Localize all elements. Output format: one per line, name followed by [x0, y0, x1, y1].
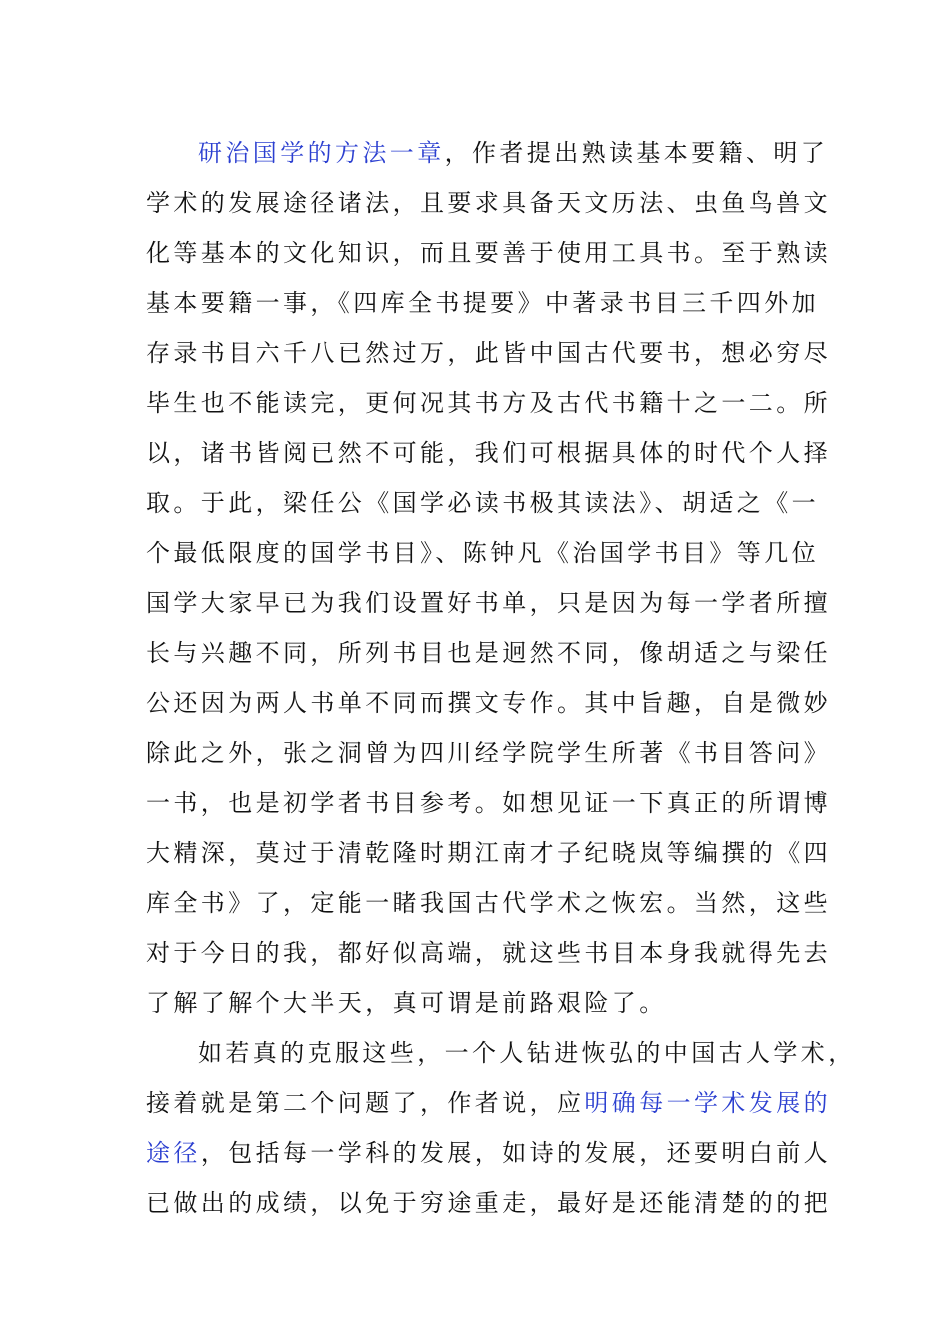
text-line [146, 428, 831, 478]
text-line [146, 628, 831, 678]
body-text: 了解了解个大半天，真可谓是前路艰险了。 [146, 989, 667, 1017]
text-line [146, 478, 819, 528]
text-line [146, 228, 831, 278]
text-line [146, 128, 829, 178]
text-line [146, 1178, 831, 1228]
body-text: 如若真的克服这些，一个人钻进恢弘的中国古人学术， [198, 1039, 856, 1067]
text-line [146, 178, 831, 228]
body-text: 对于今日的我，都好似高端，就这些书目本身我就得先去 [146, 939, 831, 967]
text-line [146, 678, 831, 728]
body-text: 除此之外，张之洞曾为四川经学院学生所著《书目答问》 [146, 739, 831, 767]
text-line [146, 1078, 832, 1128]
body-text: 学术的发展途径诸法，且要求具备天文历法、虫鱼鸟兽文 [146, 189, 831, 217]
body-text: 已做出的成绩，以免于穷途重走，最好是还能清楚的的把 [146, 1189, 831, 1217]
text-line [146, 1128, 832, 1178]
body-text: 库全书》了，定能一睹我国古代学术之恢宏。当然，这些 [146, 889, 831, 917]
text-line [146, 1028, 856, 1078]
text-line [146, 578, 831, 628]
body-text: 存录书目六千八已然过万，此皆中国古代要书，想必穷尽 [146, 339, 831, 367]
body-text: 公还因为两人书单不同而撰文专作。其中旨趣，自是微妙 [146, 689, 831, 717]
body-text: ，包括每一学科的发展，如诗的发展，还要明白前人 [200, 1139, 832, 1167]
document-body [146, 128, 856, 1228]
text-line [146, 828, 831, 878]
highlighted-text: 明确每一学术发展的 [584, 1089, 832, 1117]
text-line [146, 978, 816, 1028]
text-line [146, 778, 831, 828]
highlighted-text: 途径 [146, 1139, 201, 1167]
text-line [146, 378, 831, 428]
body-text: 取。于此，梁任公《国学必读书极其读法》、胡适之《一 [146, 489, 819, 517]
body-text: 毕生也不能读完，更何况其书方及古代书籍十之一二。所 [146, 389, 831, 417]
text-line [146, 728, 831, 778]
body-text: 化等基本的文化知识，而且要善于使用工具书。至于熟读 [146, 239, 831, 267]
body-text: 国学大家早已为我们设置好书单，只是因为每一学者所擅 [146, 589, 831, 617]
text-line [146, 928, 831, 978]
body-text: ，作者提出熟读基本要籍、明了 [444, 139, 829, 167]
highlighted-text: 研治国学的方法一章 [198, 139, 445, 167]
body-text: 以，诸书皆阅已然不可能，我们可根据具体的时代个人择 [146, 439, 831, 467]
text-line [146, 528, 819, 578]
body-text: 接着就是第二个问题了，作者说，应 [146, 1089, 585, 1117]
text-line [146, 328, 831, 378]
body-text: 大精深，莫过于清乾隆时期江南才子纪晓岚等编撰的《四 [146, 839, 831, 867]
body-text: 个最低限度的国学书目》、陈钟凡《治国学书目》等几位 [146, 539, 819, 567]
body-text: 长与兴趣不同，所列书目也是迥然不同，像胡适之与梁任 [146, 639, 831, 667]
body-text: 一书，也是初学者书目参考。如想见证一下真正的所谓博 [146, 789, 831, 817]
text-line [146, 278, 819, 328]
text-line [146, 878, 831, 928]
body-text: 基本要籍一事，《四库全书提要》中著录书目三千四外加 [146, 289, 819, 317]
